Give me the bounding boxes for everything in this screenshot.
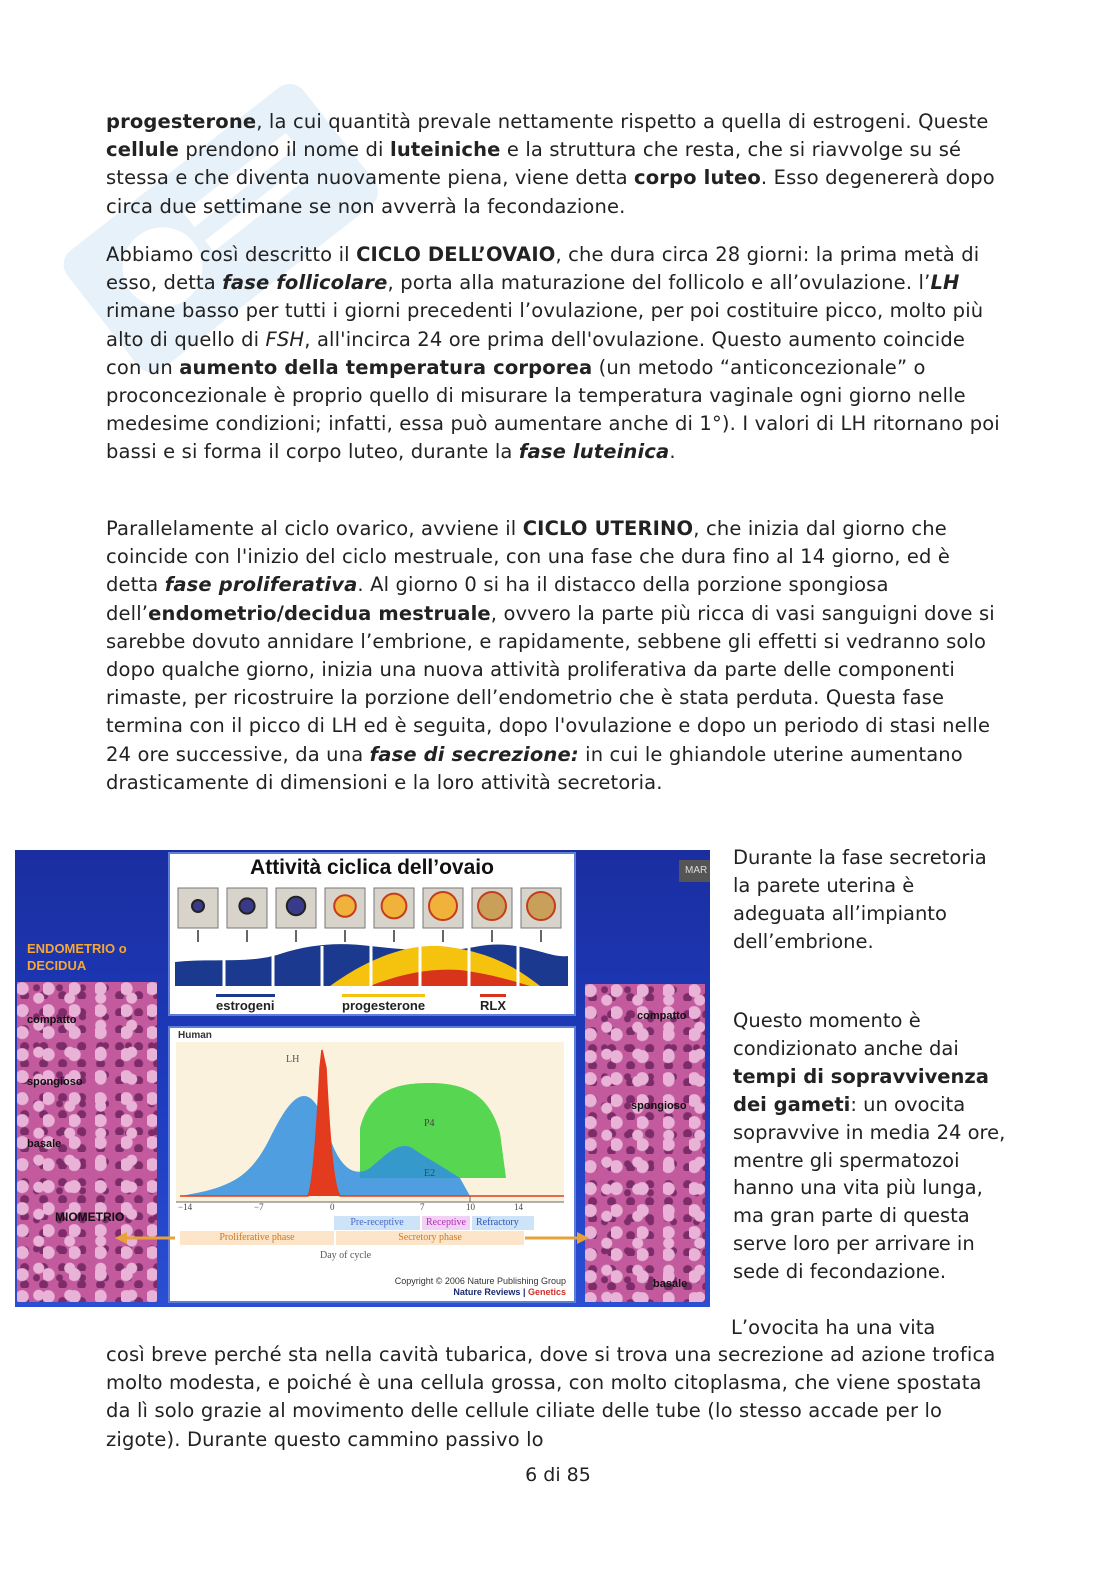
p1-run: corpo luteo <box>634 166 761 190</box>
x-tick-label: 0 <box>330 1202 335 1212</box>
p1-run: cellule <box>106 138 179 162</box>
s1-run: Durante la fase secretoria la parete uterina è adeguata all’impianto dell’embrione. <box>733 846 987 953</box>
p1-run: . Esso degenererà dopo circa due settimane se non avverrà la fecondazione. <box>106 166 995 218</box>
corner-tag: MAR <box>679 860 710 882</box>
p3-run: in cui le ghiandole uterine aumentano drasticamente di dimensioni e la loro attività secretoria. <box>106 742 963 794</box>
p2-run: , porta alla maturazione del follicolo e all’ovulazione. l’ <box>387 271 931 295</box>
p4-curve-label: P4 <box>424 1118 435 1129</box>
p3-run: fase di secrezione: <box>369 742 579 766</box>
p3-run: fase proliferativa <box>164 573 358 597</box>
p3-run: , ovvero la parte più ricca di vasi sanguigni dove si sarebbe dovuto annidare l’embrione, e rapidamente, sebbene gli effetti si vedranno solo dopo qualche giorno, inizia una nuova attività proliferativa da parte delle componenti rimaste, per ricostruire la porzione dell’endometrio che è stata perduta. Questa fase termina con il picco di LH ed è seguita, dopo l'ovulazione e dopo un periodo di stasi nelle 24 ore successive, da una <box>106 601 995 766</box>
figure-title: Attività ciclica dell’ovaio <box>250 856 494 879</box>
s2-run: Questo momento è condizionato anche dai <box>733 1009 959 1060</box>
p2-run: , all'incirca 24 ore prima dell'ovulazione. Questo aumento coincide con un <box>106 327 966 379</box>
endometrium-heading: ENDOMETRIO o DECIDUA <box>27 941 127 973</box>
journal-name: Nature Reviews <box>453 1287 521 1297</box>
journal-section: Genetics <box>527 1287 566 1297</box>
s3-run: L’ovocita ha una vita <box>731 1316 936 1339</box>
label-compatto-left: compatto <box>27 1014 77 1026</box>
lh-curve-label: LH <box>286 1054 300 1065</box>
side-paragraph-sopravvivenza-gameti <box>733 1007 1008 1286</box>
p2-run: rimane basso per tutti i giorni precedenti l’ovulazione, per poi costituire picco, molto più alto di quello di <box>106 299 984 351</box>
p2-run: (un metodo “anticoncezionale” o proconcezionale è proprio quello di misurare la temperatura vaginale ogni giorno nelle medesime condizioni; infatti, essa può aumentare anche di 1°). I valori di LH ritornano poi bassi e si forma il corpo luteo, durante la <box>106 355 1000 464</box>
p3-run: . Al giorno 0 si ha il distacco della porzione spongiosa dell’ <box>106 573 889 625</box>
side-paragraph-fase-secretoria <box>733 844 1008 956</box>
p2-run: . <box>669 440 676 464</box>
label-spongioso-right: spongioso <box>631 1100 687 1112</box>
journal-credit: Nature Reviews | Genetics <box>453 1287 566 1297</box>
x-tick-label: 7 <box>420 1202 425 1212</box>
x-tick-label: −7 <box>254 1202 264 1212</box>
phase-receptive: Receptive <box>422 1216 470 1230</box>
phase-pre-receptive: Pre-receptive <box>334 1216 420 1230</box>
label-basale-right: basale <box>653 1278 688 1290</box>
s2-run: tempi di sopravvivenza dei gameti <box>733 1064 989 1116</box>
p2-run: , che dura circa 28 giorni: la prima metà di esso, detta <box>106 243 980 295</box>
x-tick-label: 10 <box>466 1202 475 1212</box>
x-axis-label: Day of cycle <box>320 1250 372 1261</box>
e2-curve-label: E2 <box>424 1168 436 1179</box>
p2-run: CICLO DELL’OVAIO <box>356 243 556 266</box>
p1-run: , la cui quantità prevale nettamente rispetto a quella di estrogeni. Queste <box>256 110 989 133</box>
p2-run: aumento della temperatura corporea <box>179 355 593 379</box>
p2-run: fase follicolare <box>222 271 388 295</box>
page-number: 6 di 85 <box>525 1464 591 1486</box>
paragraph-corpo-luteo <box>106 108 1006 221</box>
x-tick-label: −14 <box>178 1202 193 1212</box>
label-miometrio: MIOMETRIO <box>55 1210 125 1224</box>
s2-run: : un ovocita sopravvive in media 24 ore, mentre gli spermatozoi hanno una vita più lunga, ma gran parte di questa serve loro per arrivare in sede di fecondazione. <box>733 1092 1006 1284</box>
x-tick-label: 14 <box>514 1202 523 1212</box>
legend-estrogeni: estrogeni <box>216 994 275 1013</box>
phase-secretory: Secretory phase <box>336 1231 524 1245</box>
paragraph-ciclo-ovaio <box>106 241 1006 467</box>
p2-run: fase luteinica <box>518 440 670 464</box>
p3-run: , che inizia dal giorno che coincide con l'inizio del ciclo mestruale, con una fase che dura fino al 14 giorno, ed è detta <box>106 517 951 597</box>
phase-proliferative: Proliferative phase <box>180 1231 334 1245</box>
p1-run: e la struttura che resta, che si riavvolge su sé stessa e che diventa nuovamente piena, viene detta <box>106 138 962 190</box>
legend-progesterone: progesterone <box>342 994 425 1013</box>
graph-species: Human <box>178 1030 212 1041</box>
paragraph-ovocita-continued <box>106 1341 1006 1454</box>
p2-run: Abbiamo così descritto il <box>106 243 357 266</box>
label-compatto-right: compatto <box>637 1010 687 1022</box>
ovarian-cycle-figure <box>15 850 710 1307</box>
label-spongioso-left: spongioso <box>27 1076 83 1088</box>
p3-run: CICLO UTERINO <box>522 517 694 540</box>
p1-run: prendono il nome di <box>179 138 390 162</box>
label-basale-left: basale <box>27 1138 62 1150</box>
p1-run: progesterone <box>106 110 257 133</box>
p2-run: LH <box>930 271 960 295</box>
p3-run: endometrio/decidua mestruale <box>148 601 491 625</box>
p1-run: luteiniche <box>389 138 501 162</box>
p2-run: FSH <box>265 327 305 351</box>
phase-refractory: Refractory <box>472 1216 534 1230</box>
side-paragraph-ovocita-start <box>731 1314 1006 1342</box>
copyright-line: Copyright © 2006 Nature Publishing Group <box>394 1276 566 1286</box>
phase-arrows <box>15 850 710 1307</box>
legend-rlx: RLX <box>480 994 506 1013</box>
paragraph-ciclo-uterino <box>106 515 1006 797</box>
p4-run: così breve perché sta nella cavità tubarica, dove si trova una secrezione ad azione trofica molto modesta, e poiché è una cellula grossa, con molto citoplasma, che viene spostata da lì solo grazie al movimento delle cellule ciliate delle tube (lo stesso accade per lo zigote). Durante questo cammino passivo lo <box>106 1343 996 1451</box>
p3-run: Parallelamente al ciclo ovarico, avviene il <box>106 517 523 540</box>
